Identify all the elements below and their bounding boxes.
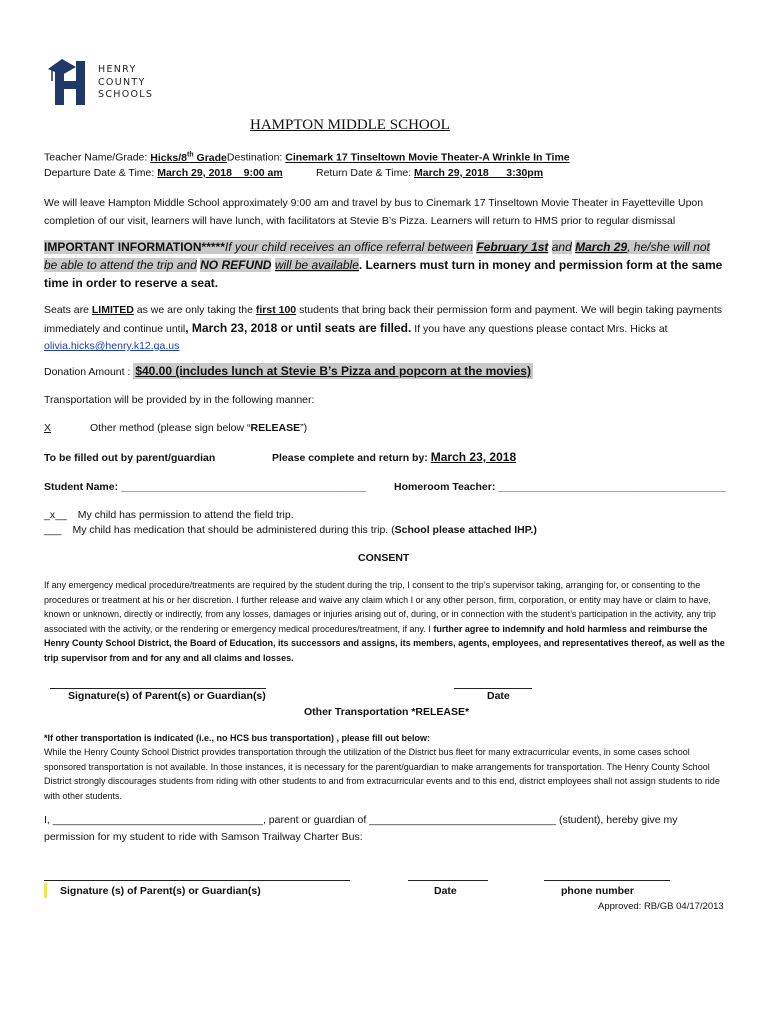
district-logo bbox=[46, 55, 166, 107]
date-line-1[interactable] bbox=[454, 688, 532, 689]
student-name-label: Student Name: bbox=[44, 481, 119, 493]
permission-medication-mark[interactable]: ___ bbox=[44, 524, 62, 536]
contact-email-link[interactable]: olivia.hicks@henry.k12.ga.us bbox=[44, 340, 180, 352]
highlight-mark bbox=[44, 883, 47, 898]
date-1-label: Date bbox=[487, 690, 510, 702]
fill-label: To be filled out by parent/guardian bbox=[44, 452, 216, 464]
donation-label: Donation Amount : bbox=[44, 366, 131, 378]
departure-label: Departure Date & Time: bbox=[44, 167, 155, 179]
student-name-field[interactable] bbox=[44, 481, 366, 493]
departure-value: March 29, 2018 9:00 am bbox=[157, 167, 283, 179]
return-by: Please complete and return by: March 23, 2018 bbox=[272, 450, 517, 464]
destination-value: Cinemark 17 Tinseltown Movie Theater-A Wrinkle In Time bbox=[285, 151, 570, 164]
return-line bbox=[316, 167, 543, 179]
phone-label: phone number bbox=[561, 885, 634, 897]
transport-other-method: Other method (please sign below “RELEASE”) bbox=[90, 422, 308, 434]
logo-line-2: COUNTY bbox=[98, 76, 146, 88]
consent-body: If any emergency medical procedure/treatments are required by the student during the trip, I consent to the trip’s supervisor taking, arranging for, or consenting to the procedures or treatment at his or her discretion. I further release and waive any claim which I or any other person, firm, corporation, or entity may have or claim to have, known or unknown, directly or indirectly, from any losses, damages or injuries arising out of, during, or in connection with the student’s participation in the activity, any trip associated with the activity, or the rendering or emergency medical procedures/treatment, if any. I further agree to indemnify and hold harmless and reimburse the Henry County School District, the Board of Education, its successors and assigns, its members, agents, employees, and representatives thereof, as well as the trip supervisor from and for any and all claims and losses. bbox=[44, 580, 725, 663]
signature-1-label: Signature(s) of Parent(s) or Guardian(s) bbox=[68, 690, 266, 702]
logo-line-1: HENRY bbox=[98, 64, 137, 75]
release-heading: Other Transportation *RELEASE* bbox=[304, 706, 470, 718]
approved-note: Approved: RB/GB 04/17/2013 bbox=[598, 901, 724, 912]
permission-statement: I, ____________________________________, parent or guardian of ________________________________ (student), hereby give my bbox=[44, 814, 678, 826]
logo-line-3: SCHOOLS bbox=[98, 89, 154, 100]
important-paragraph: IMPORTANT INFORMATION*****If your child receives an office referral between February 1st and March 29, he/she will not be able to attend the trip and NO REFUND will be available. Learners must turn in money and permission form at the same time in order to reserve a seat. bbox=[44, 240, 723, 290]
permission-attend: _x__ My child has permission to attend the field trip. bbox=[44, 509, 294, 521]
homeroom-label: Homeroom Teacher: bbox=[394, 481, 496, 493]
teacher-label: Teacher Name/Grade: bbox=[44, 151, 148, 164]
release-instruction: *If other transportation is indicated (i.e., no HCS bus transportation) , please fill out below: bbox=[44, 733, 431, 743]
destination-label: Destination: bbox=[226, 151, 283, 164]
homeroom-blank[interactable]: _______________________________________ bbox=[498, 481, 727, 493]
student-name-blank[interactable]: __________________________________________ bbox=[121, 481, 367, 493]
page-title: HAMPTON MIDDLE SCHOOL bbox=[250, 117, 450, 133]
no-refund-text: NO REFUND bbox=[200, 258, 272, 272]
signature-2-label: Signature (s) of Parent(s) or Guardian(s) bbox=[60, 885, 261, 897]
date-2-label: Date bbox=[434, 885, 457, 897]
intro-paragraph: We will leave Hampton Middle School approximately 9:00 am and travel by bus to Cinemark 17 Tinseltown Movie Theater in Fayetteville Upon completion of our visit, learners will have lunch, with facilitators at Stevie B’s Pizza. Learners will return to HMS prior to regular dismissal bbox=[44, 197, 704, 227]
phone-line[interactable] bbox=[544, 880, 670, 881]
permission-statement-cont: permission for my student to ride with Samson Trailway Charter Bus: bbox=[44, 831, 363, 843]
homeroom-field[interactable] bbox=[394, 481, 726, 493]
signature-line-2[interactable] bbox=[44, 880, 350, 881]
permission-medication: ___ My child has medication that should be administered during this trip. (School please attached IHP.) bbox=[44, 524, 537, 536]
return-label: Return Date & Time: bbox=[316, 167, 412, 179]
date-line-2[interactable] bbox=[408, 880, 488, 881]
return-by-date: March 23, 2018 bbox=[430, 450, 517, 464]
return-value: March 29, 2018 3:30pm bbox=[414, 167, 544, 179]
signature-line-1[interactable] bbox=[50, 688, 266, 689]
seats-paragraph: Seats are LIMITED as we are only taking the first 100 students that bring back their permission form and payment. We will begin taking payments immediately and continue until, March 23, 2018 or until seats are filled. If you have any questions please contact Mrs. Hicks at olivia.hicks@henry.k12.ga.us bbox=[44, 304, 723, 352]
permission-attend-mark[interactable]: _x__ bbox=[44, 509, 67, 521]
henry-county-logo-icon bbox=[46, 55, 94, 107]
donation-line bbox=[44, 364, 533, 378]
departure-line bbox=[44, 167, 283, 179]
release-body: While the Henry County School District provides transportation through the utilization of the District bus fleet for many extracurricular events, in some cases school sponsored transportation is not available. In those instances, it is necessary for the parent/guardian to make arrangements for transportation. The Henry County School District strongly discourages students from riding with other students to and from extracurricular events and to this end, district employees shall not assign students to ride with other students. bbox=[44, 747, 720, 801]
transport-intro: Transportation will be provided by in the following manner: bbox=[44, 394, 315, 406]
donation-value: $40.00 (includes lunch at Stevie B’s Pizza and popcorn at the movies) bbox=[135, 364, 531, 378]
teacher-value: Hicks/8th Grade bbox=[150, 151, 227, 164]
transport-mark: X bbox=[44, 422, 52, 434]
consent-heading: CONSENT bbox=[358, 552, 410, 564]
teacher-line bbox=[44, 151, 570, 164]
important-label: IMPORTANT INFORMATION***** bbox=[44, 240, 225, 254]
